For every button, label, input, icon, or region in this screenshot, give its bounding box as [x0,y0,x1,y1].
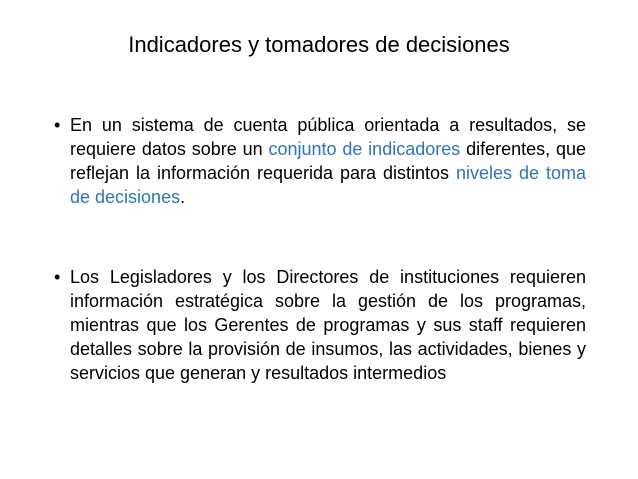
highlight-niveles-de-toma-de-decisiones: niveles de toma de decisiones [70,163,586,207]
highlight-conjunto-de-indicadores: conjunto de indicadores [268,139,461,159]
bullet-item-1 [54,113,586,209]
bullet-item-2 [54,265,586,385]
bullet-1-text-b: diferentes, que reflejan la información requerida para distintos [70,139,586,183]
bullet-1-text-c: . [180,187,186,207]
bullet-1-text-a: En un sistema de cuenta pública orientada a resultados, se requiere datos sobre un [70,115,586,159]
bullet-icon: • [54,115,61,135]
bullet-2-text: Los Legisladores y los Directores de instituciones requieren información estratégica sobre la gestión de los programas, mientras que los Gerentes de programas y sus staff requieren detalles sobre la provisión de insumos, las actividades, bienes y servicios que generan y resultados intermedios [70,267,586,383]
slide-title: Indicadores y tomadores de decisiones [128,32,510,57]
bullet-icon: • [54,267,61,287]
